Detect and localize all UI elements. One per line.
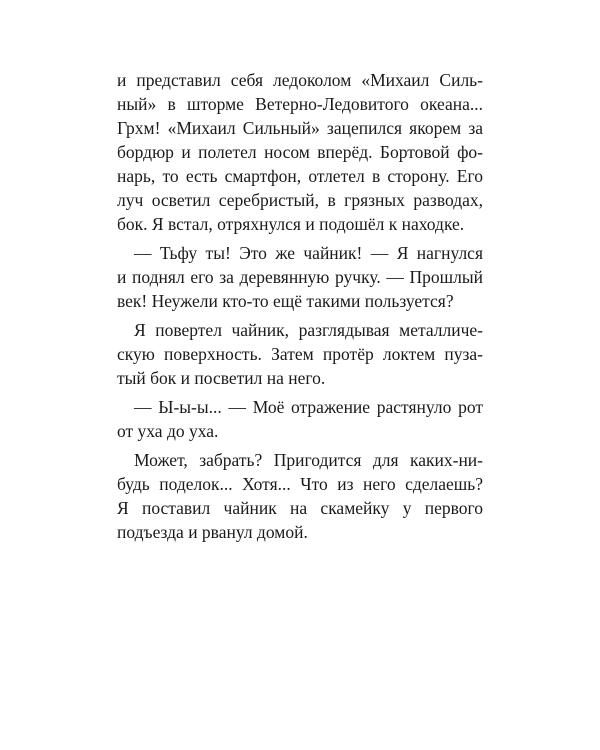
text-line: ный» в шторме Ветерно-Ледовитого океана... (117, 94, 483, 114)
text-line: Может, забрать? Пригодится для каких-ни- (134, 450, 483, 470)
paragraph (117, 68, 483, 236)
text-line: нарь, то есть смартфон, отлетел в сторону. Его (117, 166, 483, 186)
text-line: и представил себя ледоколом «Михаил Силь- (117, 70, 483, 90)
paragraph (117, 395, 483, 443)
text-line: Я повертел чайник, разглядывая металличе- (134, 320, 483, 340)
body-text (117, 68, 483, 544)
text-line: — Тьфу ты! Это же чайник! — Я нагнулся (134, 243, 483, 263)
text-line: бок. Я встал, отряхнулся и подошёл к находке. (117, 214, 465, 234)
text-line: и поднял его за деревянную ручку. — Прошлый (117, 267, 483, 287)
text-line: Я поставил чайник на скамейку у первого (117, 498, 483, 518)
text-line: бордюр и полетел носом вперёд. Бортовой фо- (117, 142, 483, 162)
text-line: Грхм! «Михаил Сильный» зацепился якорем за (117, 118, 483, 138)
text-line: подъезда и рванул домой. (117, 522, 308, 542)
text-line: скую поверхность. Затем протёр локтем пуза- (117, 344, 483, 364)
text-line: будь поделок... Хотя... Что из него сделаешь? (117, 474, 483, 494)
paragraph (117, 241, 483, 313)
text-line: век! Неужели кто-то ещё такими пользуется? (117, 291, 454, 311)
paragraph (117, 318, 483, 390)
text-line: — Ы-ы-ы... — Моё отражение растянуло рот (134, 397, 483, 417)
text-line: от уха до уха. (117, 421, 219, 441)
paragraph (117, 448, 483, 544)
text-line: луч осветил серебристый, в грязных разводах, (117, 190, 483, 210)
text-line: тый бок и посветил на него. (117, 368, 326, 388)
